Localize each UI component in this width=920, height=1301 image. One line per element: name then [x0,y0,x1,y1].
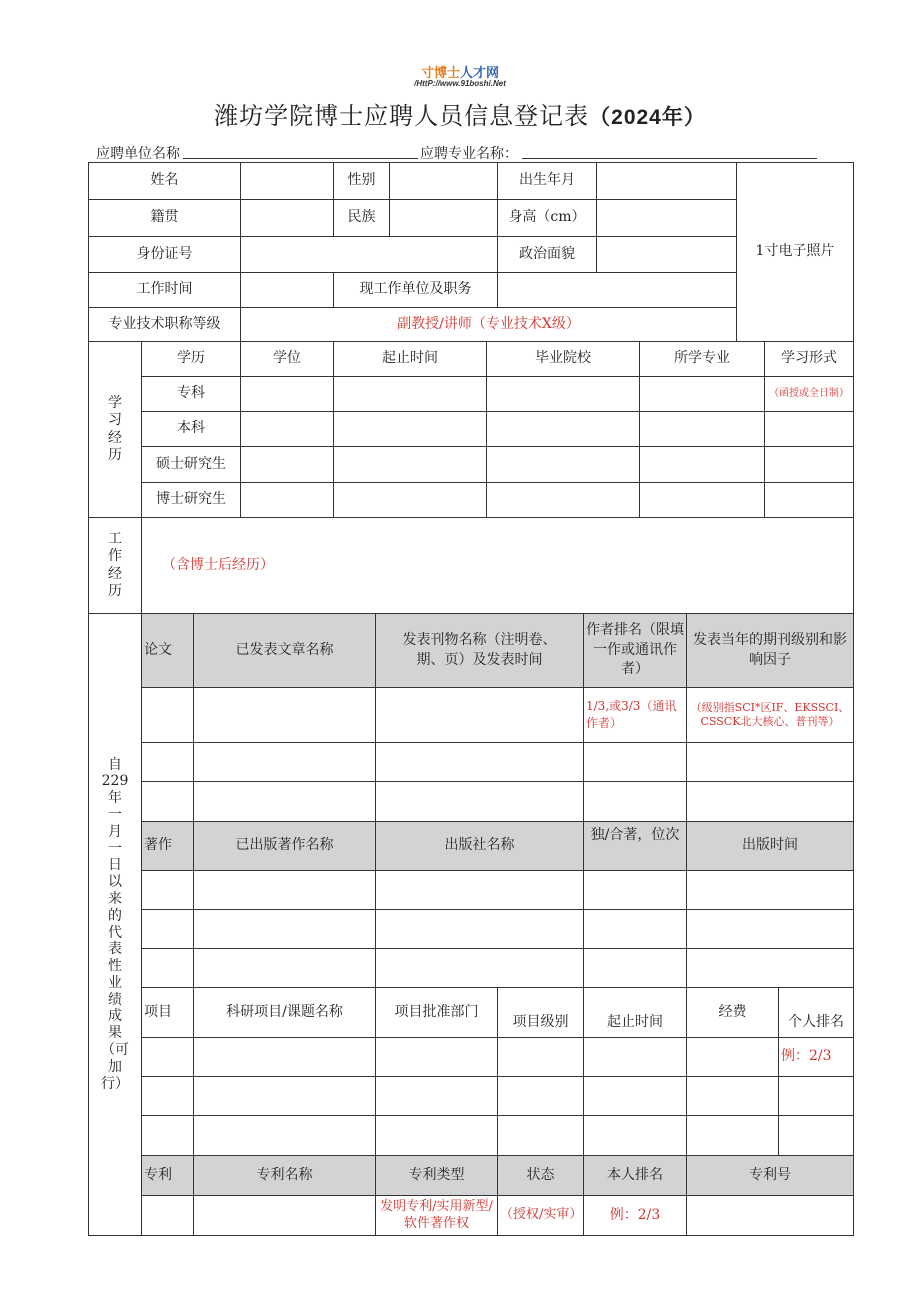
books-cell[interactable] [375,909,584,949]
site-url: /HttP://www.91boshi.Net [414,79,506,88]
papers-cell[interactable] [193,781,376,822]
work-time-field[interactable] [240,272,334,308]
books-cell[interactable] [686,948,854,988]
edu-cell[interactable] [639,411,765,447]
projects-header-level: 项目级别 [497,987,584,1038]
books-header-role: 独/合著，位次 [583,821,687,871]
major-label: 应聘专业名称： [420,146,518,162]
edu-cell[interactable] [240,446,334,483]
photo-box[interactable]: 1寸电子照片 [736,162,854,342]
patents-cell[interactable] [141,1195,194,1236]
books-label: 著作 [141,821,194,871]
page-title: 潍坊学院博士应聘人员信息登记表（2024年） [214,102,706,130]
work-section-label: 工 作 经 历 [88,517,142,614]
gender-label: 性别 [333,162,390,200]
edu-header-period: 起止时间 [333,341,487,377]
edu-cell[interactable] [486,446,640,483]
edu-cell[interactable] [486,376,640,412]
papers-cell[interactable] [193,687,376,743]
projects-header-dept: 项目批准部门 [375,987,498,1038]
title-level-field[interactable]: 副教授/讲师（专业技术X级） [240,307,737,342]
books-cell[interactable] [583,870,687,910]
work-experience-field[interactable]: （含博士后经历） [141,517,854,614]
papers-cell[interactable] [193,742,376,782]
site-logo: 寸博士人才网 [420,66,500,81]
edu-cell[interactable] [240,411,334,447]
birth-field[interactable] [596,162,737,200]
edu-cell[interactable] [333,446,487,483]
major-field[interactable] [522,158,817,159]
projects-cell[interactable] [686,1037,779,1077]
projects-label: 项目 [141,987,194,1038]
edu-header-major: 所学专业 [639,341,765,377]
projects-cell[interactable] [375,1115,498,1156]
books-cell[interactable] [193,948,376,988]
patents-header-status: 状态 [497,1155,584,1196]
ethnicity-field[interactable] [389,199,498,237]
papers-cell[interactable] [583,742,687,782]
papers-cell[interactable] [141,742,194,782]
unit-field[interactable] [183,158,418,159]
papers-author-rank-hint[interactable]: 1/3,或3/3（通讯作者） [583,687,687,743]
books-cell[interactable] [686,909,854,949]
projects-cell[interactable] [141,1115,194,1156]
papers-cell[interactable] [686,742,854,782]
projects-cell[interactable] [497,1115,584,1156]
patents-header-number: 专利号 [686,1155,854,1196]
edu-cell[interactable] [333,376,487,412]
projects-cell[interactable] [375,1037,498,1077]
edu-form-hint[interactable]: （函授或全日制） [764,376,854,412]
books-cell[interactable] [141,948,194,988]
projects-cell[interactable] [583,1037,687,1077]
books-cell[interactable] [193,909,376,949]
edu-cell[interactable] [764,411,854,447]
projects-header-funds: 经费 [686,987,779,1038]
projects-cell[interactable] [778,1076,854,1116]
politics-field[interactable] [596,236,737,273]
patents-label: 专利 [141,1155,194,1196]
papers-header-level: 发表当年的期刊级别和影响因子 [686,613,854,688]
books-cell[interactable] [583,909,687,949]
edu-cell[interactable] [333,482,487,518]
books-cell[interactable] [583,948,687,988]
papers-level-hint[interactable]: （级别指SCI*区IF、EKSSCI、CSSCK北大核心、普刊等） [686,687,854,743]
title-level-label: 专业技术职称等级 [88,307,241,342]
height-label: 身高（cm） [497,199,597,237]
projects-header-rank: 个人排名 [778,987,854,1038]
edu-cell[interactable] [639,446,765,483]
projects-cell[interactable] [686,1115,779,1156]
achievements-section-label: 自 229 年 一 月 一 日 以 来 的 代 表 性 业 绩 成 果 （可 加 行） [88,613,142,1236]
papers-label: 论文 [141,613,194,688]
papers-cell[interactable] [375,687,584,743]
edu-cell[interactable] [764,482,854,518]
edu-cell[interactable] [240,376,334,412]
projects-cell[interactable] [583,1076,687,1116]
gender-field[interactable] [389,162,498,200]
papers-cell[interactable] [375,781,584,822]
projects-cell[interactable] [375,1076,498,1116]
edu-row-label: 专科 [141,376,241,412]
papers-cell[interactable] [141,781,194,822]
books-cell[interactable] [375,870,584,910]
edu-cell[interactable] [639,376,765,412]
edu-cell[interactable] [639,482,765,518]
papers-cell[interactable] [686,781,854,822]
projects-header-period: 起止时间 [583,987,687,1038]
projects-cell[interactable] [497,1076,584,1116]
projects-cell[interactable] [141,1076,194,1116]
projects-cell[interactable] [193,1037,376,1077]
edu-cell[interactable] [764,446,854,483]
edu-cell[interactable] [486,411,640,447]
books-cell[interactable] [141,870,194,910]
edu-header-form: 学习形式 [764,341,854,377]
edu-header-school: 毕业院校 [486,341,640,377]
patents-cell[interactable] [193,1195,376,1236]
edu-cell[interactable] [240,482,334,518]
birth-label: 出生年月 [497,162,597,200]
edu-row-label: 博士研究生 [141,482,241,518]
current-unit-field[interactable] [497,272,737,308]
papers-cell[interactable] [141,687,194,743]
papers-header-title: 已发表文章名称 [193,613,376,688]
work-time-label: 工作时间 [88,272,241,308]
origin-label: 籍贯 [88,199,241,237]
name-label: 姓名 [88,162,241,200]
current-unit-label: 现工作单位及职务 [333,272,498,308]
projects-cell[interactable] [193,1115,376,1156]
patents-type-hint[interactable]: 发明专利/实用新型/软件著作权 [375,1195,498,1236]
unit-label: 应聘单位名称 [96,146,180,162]
origin-field[interactable] [240,199,334,237]
projects-cell[interactable] [583,1115,687,1156]
edu-header-level: 学历 [141,341,241,377]
patents-header-type: 专利类型 [375,1155,498,1196]
books-header-title: 已出版著作名称 [193,821,376,871]
books-cell[interactable] [193,870,376,910]
edu-cell[interactable] [333,411,487,447]
papers-header-author-rank: 作者排名（限填一作或通讯作者） [583,613,687,688]
patents-status-hint[interactable]: （授权/实审） [497,1195,584,1236]
patents-header-rank: 本人排名 [583,1155,687,1196]
projects-cell[interactable] [778,1115,854,1156]
patents-cell[interactable] [686,1195,854,1236]
id-number-field[interactable] [240,236,498,273]
patents-rank-hint[interactable]: 例：2/3 [583,1195,687,1236]
edu-cell[interactable] [486,482,640,518]
books-header-publisher: 出版社名称 [375,821,584,871]
books-cell[interactable] [375,948,584,988]
papers-header-journal: 发表刊物名称（注明卷、期、页）及发表时间 [375,613,584,688]
projects-cell[interactable] [497,1037,584,1077]
edu-row-label: 硕士研究生 [141,446,241,483]
ethnicity-label: 民族 [333,199,390,237]
edu-row-label: 本科 [141,411,241,447]
id-number-label: 身份证号 [88,236,241,273]
education-section-label: 学 习 经 历 [88,341,142,518]
projects-header-name: 科研项目/课题名称 [193,987,376,1038]
books-cell[interactable] [686,870,854,910]
height-field[interactable] [596,199,737,237]
books-header-date: 出版时间 [686,821,854,871]
papers-cell[interactable] [375,742,584,782]
projects-cell[interactable] [686,1076,779,1116]
books-cell[interactable] [141,909,194,949]
edu-header-degree: 学位 [240,341,334,377]
name-field[interactable] [240,162,334,200]
projects-rank-hint[interactable]: 例：2/3 [778,1037,854,1077]
projects-cell[interactable] [141,1037,194,1077]
politics-label: 政治面貌 [497,236,597,273]
patents-header-name: 专利名称 [193,1155,376,1196]
projects-cell[interactable] [193,1076,376,1116]
papers-cell[interactable] [583,781,687,822]
